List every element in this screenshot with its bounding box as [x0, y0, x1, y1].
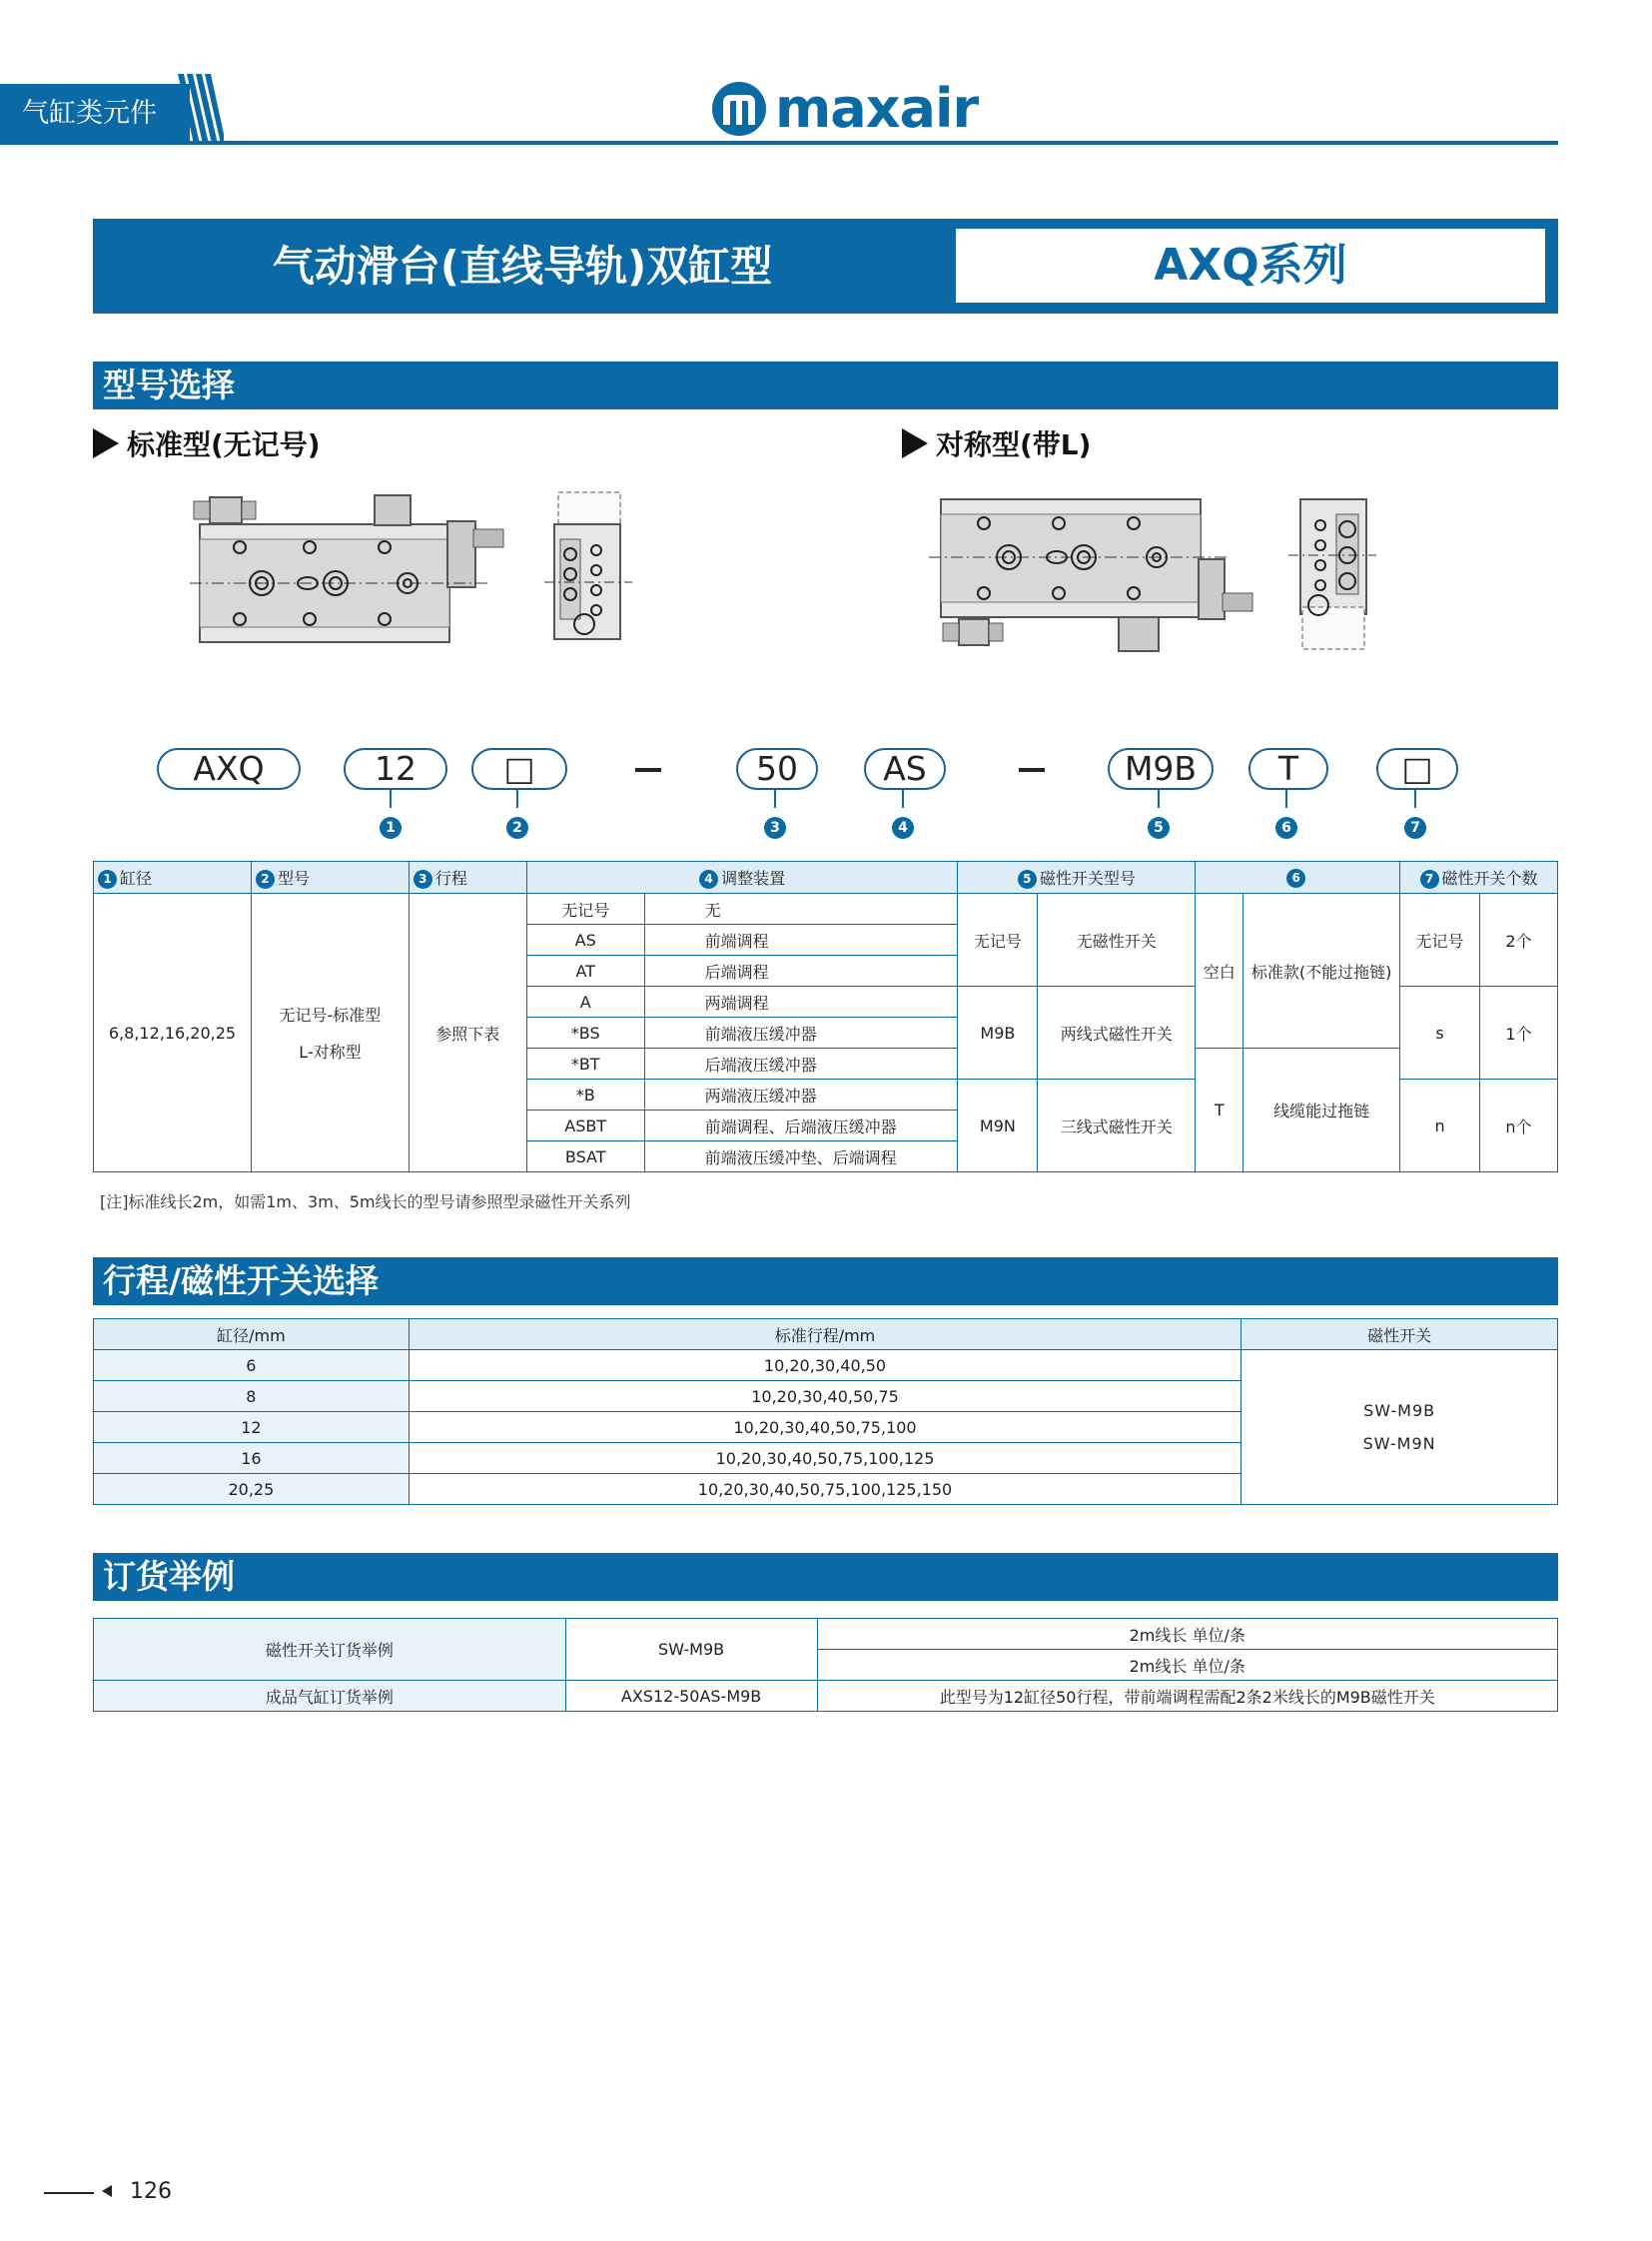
- adjust-code: *B: [526, 1080, 644, 1111]
- count-desc: 1个: [1479, 987, 1557, 1080]
- code-type: □: [471, 748, 567, 790]
- code-dash: [635, 768, 661, 772]
- adjust-code: *BT: [526, 1049, 644, 1080]
- code-number-1: 1: [380, 817, 402, 839]
- adjust-desc: 前端液压缓冲垫、后端调程: [644, 1141, 958, 1172]
- switch-desc: 两线式磁性开关: [1038, 987, 1196, 1080]
- switch-models: SW-M9B SW-M9N: [1241, 1350, 1558, 1505]
- code-dash: [1019, 768, 1045, 772]
- code-stem: [774, 790, 776, 808]
- category-tab: [0, 84, 190, 144]
- adjust-code: A: [526, 987, 644, 1018]
- cable-code: T: [1196, 1049, 1243, 1172]
- code-stem: [516, 790, 518, 808]
- bore-cell: 12: [94, 1412, 410, 1443]
- header-cable: 6: [1196, 862, 1400, 894]
- code-number-4: 4: [892, 817, 914, 839]
- adjust-desc: 前端调程: [644, 925, 958, 956]
- code-switch: M9B: [1108, 748, 1214, 790]
- switch-code: M9N: [958, 1080, 1038, 1172]
- code-stroke: 50: [736, 748, 818, 790]
- section-order-example: 订货举例: [93, 1553, 1558, 1601]
- adjust-code: AS: [526, 925, 644, 956]
- product-order-model: AXS12-50AS-M9B: [565, 1681, 817, 1712]
- bore-cell: 20,25: [94, 1474, 410, 1505]
- adjust-desc: 无: [644, 894, 958, 925]
- bore-cell: 6: [94, 1350, 410, 1381]
- bore-cell: 16: [94, 1443, 410, 1474]
- stroke-ref: 参照下表: [409, 894, 526, 1172]
- header-switch: 5 磁性开关型号: [958, 862, 1196, 894]
- code-count: □: [1376, 748, 1458, 790]
- code-number-2: 2: [506, 817, 528, 839]
- switch-order-model: SW-M9B: [565, 1619, 817, 1681]
- switch-desc: 三线式磁性开关: [1038, 1080, 1196, 1172]
- triangle-icon: [902, 428, 928, 458]
- header-rule: [0, 141, 1558, 145]
- spec-note: [注]标准线长2m，如需1m、3m、5m线长的型号请参照型录磁性开关系列: [100, 1192, 631, 1211]
- adjust-desc: 后端调程: [644, 956, 958, 987]
- code-number-6: 6: [1275, 817, 1297, 839]
- adjust-desc: 前端液压缓冲器: [644, 1018, 958, 1049]
- count-desc: 2个: [1479, 894, 1557, 987]
- switch-desc: 无磁性开关: [1038, 894, 1196, 987]
- cable-code: 空白: [1196, 894, 1243, 1049]
- stroke-header-switch: 磁性开关: [1241, 1319, 1558, 1350]
- adjust-code: BSAT: [526, 1141, 644, 1172]
- code-series: AXQ: [157, 748, 301, 790]
- cable-desc: 线缆能过拖链: [1243, 1049, 1400, 1172]
- code-number-5: 5: [1148, 817, 1170, 839]
- symmetric-top-view-drawing: [929, 489, 1268, 664]
- subhead-standard-label: 标准型(无记号): [127, 428, 321, 461]
- code-number-3: 3: [764, 817, 786, 839]
- type-values: 无记号-标准型 L-对称型: [251, 894, 409, 1172]
- count-code: n: [1400, 1080, 1480, 1172]
- code-stem: [902, 790, 904, 808]
- count-code: s: [1400, 987, 1480, 1080]
- stroke-header-stroke: 标准行程/mm: [409, 1319, 1240, 1350]
- code-stem: [1414, 790, 1416, 808]
- triangle-icon: [93, 428, 119, 458]
- stroke-header-row: [94, 1319, 1558, 1350]
- switch-code: 无记号: [958, 894, 1038, 987]
- page-title: 气动滑台(直线导轨)双缸型: [272, 242, 773, 291]
- adjust-desc: 前端调程、后端液压缓冲器: [644, 1111, 958, 1141]
- stroke-table: [93, 1318, 1558, 1505]
- stroke-cell: 10,20,30,40,50,75: [409, 1381, 1240, 1412]
- stroke-cell: 10,20,30,40,50,75,100: [409, 1412, 1240, 1443]
- code-adjust: AS: [864, 748, 946, 790]
- code-cable: T: [1248, 748, 1328, 790]
- series-title: AXQ系列: [954, 227, 1547, 305]
- maxair-logo-icon: [711, 81, 767, 137]
- subhead-standard: [93, 423, 321, 463]
- spec-table: [93, 861, 1558, 1172]
- product-order-detail: 此型号为12缸径50行程，带前端调程需配2条2米线长的M9B磁性开关: [817, 1681, 1557, 1712]
- section-stroke-switch: 行程/磁性开关选择: [93, 1257, 1558, 1305]
- code-stem: [390, 790, 392, 808]
- standard-top-view-drawing: [190, 479, 529, 654]
- switch-code: M9B: [958, 987, 1038, 1080]
- product-order-label: 成品气缸订货举例: [94, 1681, 566, 1712]
- adjust-code: *BS: [526, 1018, 644, 1049]
- symmetric-side-view-drawing: [1288, 489, 1378, 659]
- header-stroke: 3 行程: [409, 862, 526, 894]
- logo-text: maxair: [775, 77, 979, 140]
- stroke-cell: 10,20,30,40,50: [409, 1350, 1240, 1381]
- header-adjust: 4 调整装置: [526, 862, 958, 894]
- adjust-code: 无记号: [526, 894, 644, 925]
- header-count: 7 磁性开关个数: [1400, 862, 1558, 894]
- code-stem: [1285, 790, 1287, 808]
- page-arrow-icon: [102, 2185, 112, 2197]
- count-code: 无记号: [1400, 894, 1480, 987]
- header-type: 2 型号: [251, 862, 409, 894]
- stroke-cell: 10,20,30,40,50,75,100,125: [409, 1443, 1240, 1474]
- order-table: [93, 1618, 1558, 1712]
- bore-values: 6,8,12,16,20,25: [94, 894, 252, 1172]
- code-stem: [1158, 790, 1160, 808]
- page-number: 126: [130, 2179, 172, 2204]
- table-row: [94, 1350, 1558, 1381]
- footer-rule: [44, 2192, 94, 2194]
- bore-cell: 8: [94, 1381, 410, 1412]
- stroke-header-bore: 缸径/mm: [94, 1319, 410, 1350]
- adjust-desc: 后端液压缓冲器: [644, 1049, 958, 1080]
- switch-order-detail: 2m线长 单位/条: [817, 1650, 1557, 1681]
- adjust-desc: 两端液压缓冲器: [644, 1080, 958, 1111]
- stroke-cell: 10,20,30,40,50,75,100,125,150: [409, 1474, 1240, 1505]
- brand-logo: [711, 77, 979, 140]
- standard-side-view-drawing: [544, 484, 634, 649]
- header-bore: 1 缸径: [94, 862, 252, 894]
- adjust-code: AT: [526, 956, 644, 987]
- code-number-7: 7: [1404, 817, 1426, 839]
- switch-order-label: 磁性开关订货举例: [94, 1619, 566, 1681]
- category-label: 气缸类元件: [22, 98, 157, 129]
- adjust-code: ASBT: [526, 1111, 644, 1141]
- header-stripes: [178, 74, 224, 144]
- subhead-symmetric-label: 对称型(带L): [936, 428, 1092, 461]
- section-model-select: 型号选择: [93, 362, 1558, 409]
- switch-order-detail: 2m线长 单位/条: [817, 1619, 1557, 1650]
- subhead-symmetric: [902, 423, 1091, 463]
- count-desc: n个: [1479, 1080, 1557, 1172]
- spec-header-row: [94, 862, 1558, 894]
- code-bore: 12: [344, 748, 447, 790]
- adjust-desc: 两端调程: [644, 987, 958, 1018]
- cable-desc: 标准款(不能过拖链): [1243, 894, 1400, 1049]
